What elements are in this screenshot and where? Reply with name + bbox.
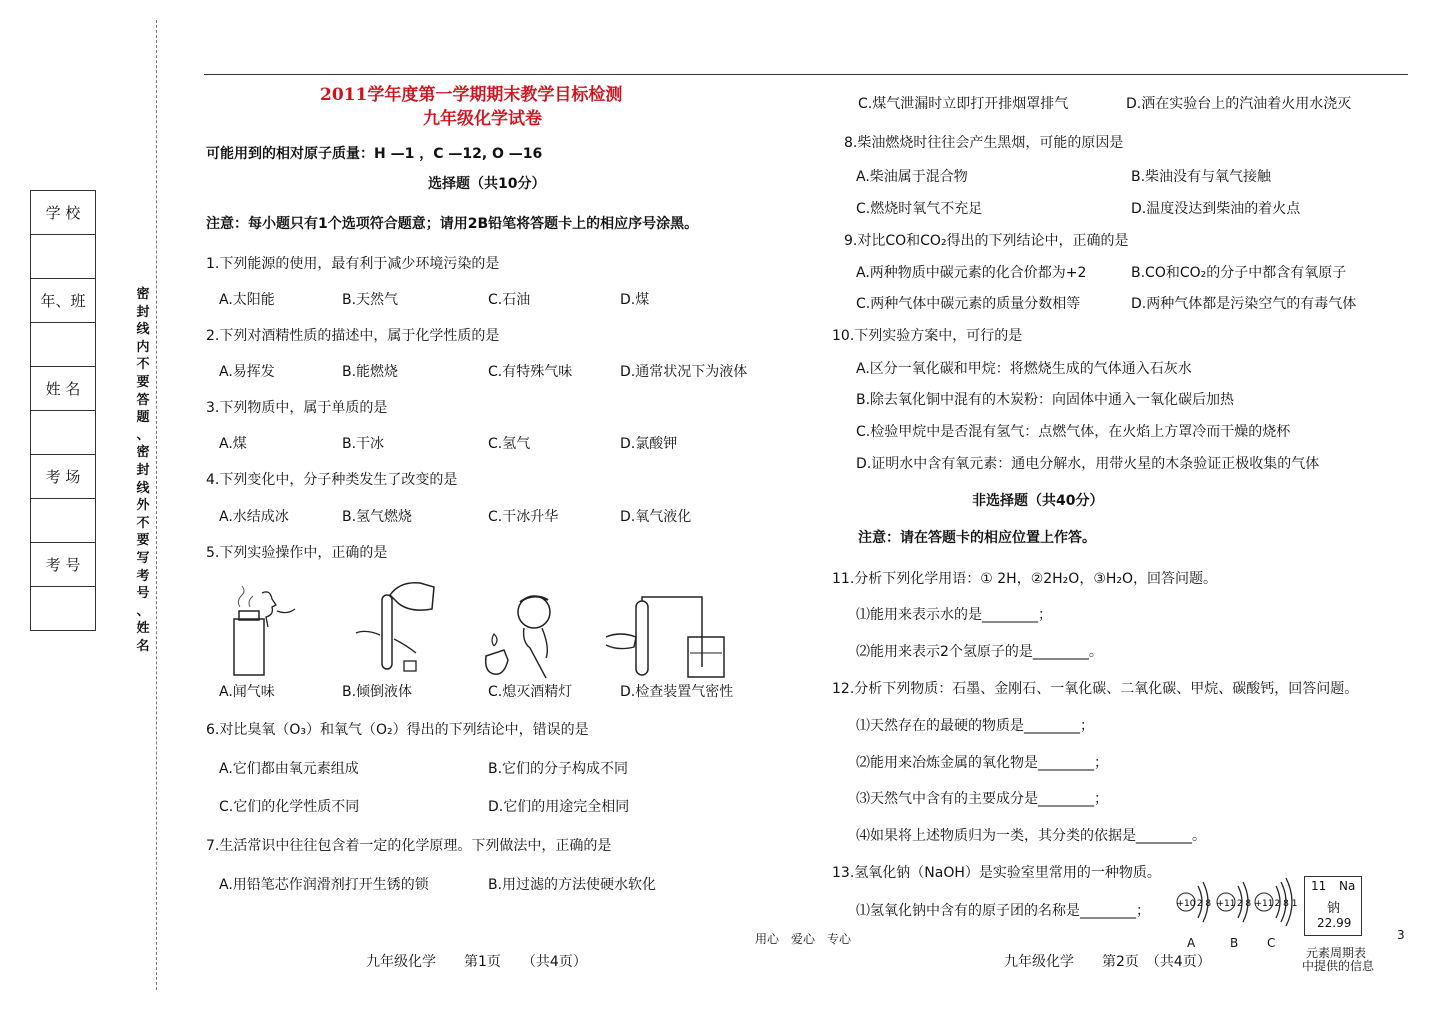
atomic-number: 11 bbox=[1311, 879, 1327, 893]
q7-option-c: C.煤气泄漏时立即打开排烟罩排气 bbox=[858, 96, 1069, 112]
q11-part-2: ⑵能用来表示2个氢原子的是________。 bbox=[856, 644, 1103, 660]
q5-option-b: B.倾倒液体 bbox=[342, 684, 413, 700]
q3-option-c: C.氢气 bbox=[488, 436, 531, 452]
question-6: 6.对比臭氧（O₃）和氧气（O₂）得出的下列结论中，错误的是 bbox=[206, 722, 589, 738]
question-2: 2.下列对酒精性质的描述中，属于化学性质的是 bbox=[206, 328, 500, 344]
question-9: 9.对比CO和CO₂得出的下列结论中，正确的是 bbox=[844, 233, 1129, 249]
q6-option-a: A.它们都由氧元素组成 bbox=[219, 761, 359, 777]
q10-option-b: B.除去氧化铜中混有的木炭粉：向固体中通入一氧化碳后加热 bbox=[856, 392, 1235, 408]
q10-option-c: C.检验甲烷中是否混有氢气：点燃气体，在火焰上方罩冷而干燥的烧杯 bbox=[856, 424, 1291, 440]
header-rule bbox=[204, 74, 1408, 75]
question-13: 13.氢氧化钠（NaOH）是实验室里常用的一种物质。 bbox=[832, 865, 1161, 881]
element-symbol: Na bbox=[1339, 879, 1356, 893]
q9-option-c: C.两种气体中碳元素的质量分数相等 bbox=[856, 296, 1081, 312]
section-choice-note: 注意：每小题只有1个选项符合题意；请用2B铅笔将答题卡上的相应序号涂黑。 bbox=[206, 216, 699, 232]
atom-c-shells: 2 8 1 bbox=[1274, 899, 1298, 909]
q2-option-b: B.能燃烧 bbox=[342, 364, 399, 380]
q2-option-a: A.易挥发 bbox=[219, 364, 275, 380]
question-11: 11.分析下列化学用语：① 2H，②2H₂O，③H₂O，回答问题。 bbox=[832, 571, 1218, 587]
q4-option-b: B.氢气燃烧 bbox=[342, 509, 413, 525]
question-7: 7.生活常识中往往包含着一定的化学原理。下列做法中，正确的是 bbox=[206, 838, 612, 854]
q9-option-b: B.CO和CO₂的分子中都含有氧原子 bbox=[1131, 265, 1347, 281]
q13-part-1: ⑴氢氧化钠中含有的原子团的名称是________； bbox=[856, 903, 1150, 919]
section-choice-title: 选择题（共10分） bbox=[428, 176, 546, 192]
student-info-table bbox=[30, 190, 96, 631]
q5-option-d: D.检查装置气密性 bbox=[620, 684, 734, 700]
motto: 用心 爱心 专心 bbox=[755, 932, 852, 946]
atom-a-label: A bbox=[1187, 936, 1196, 950]
q8-option-b: B.柴油没有与氧气接触 bbox=[1131, 169, 1272, 185]
footer-page-2: 九年级化学 第2页 （共4页） bbox=[1004, 954, 1211, 970]
q3-option-b: B.干冰 bbox=[342, 436, 385, 452]
q9-option-a: A.两种物质中碳元素的化合价都为+2 bbox=[856, 265, 1087, 281]
q8-option-d: D.温度没达到柴油的着火点 bbox=[1131, 201, 1301, 217]
class-label: 年、班 bbox=[31, 279, 96, 323]
question-10: 10.下列实验方案中，可行的是 bbox=[832, 328, 1023, 344]
atom-structure-diagrams bbox=[1170, 872, 1300, 938]
q1-option-b: B.天然气 bbox=[342, 292, 399, 308]
element-name: 钠 bbox=[1327, 901, 1341, 916]
q12-part-3: ⑶天然气中含有的主要成分是________； bbox=[856, 791, 1108, 807]
seal-warning: 密封线内不要答题、密封线外不要写考号、姓名 bbox=[136, 287, 150, 654]
school-field[interactable] bbox=[31, 235, 96, 279]
class-field[interactable] bbox=[31, 323, 96, 367]
page-number: 3 bbox=[1397, 928, 1405, 942]
section-non-choice-note: 注意：请在答题卡的相应位置上作答。 bbox=[858, 530, 1096, 546]
periodic-caption-1: 元素周期表 bbox=[1306, 946, 1367, 960]
q7-option-a: A.用铅笔芯作润滑剂打开生锈的锁 bbox=[219, 877, 429, 893]
room-label: 考 场 bbox=[31, 455, 96, 499]
periodic-caption-2: 中提供的信息 bbox=[1302, 959, 1375, 973]
school-label: 学 校 bbox=[31, 191, 96, 235]
room-field[interactable] bbox=[31, 499, 96, 543]
q10-option-a: A.区分一氧化碳和甲烷：将燃烧生成的气体通入石灰水 bbox=[856, 361, 1192, 377]
q11-part-1: ⑴能用来表示水的是________； bbox=[856, 607, 1052, 623]
q1-option-d: D.煤 bbox=[620, 292, 650, 308]
q1-option-c: C.石油 bbox=[488, 292, 531, 308]
q4-option-a: A.水结成冰 bbox=[219, 509, 289, 525]
q6-option-d: D.它们的用途完全相同 bbox=[488, 799, 630, 815]
seal-dashed-line bbox=[156, 20, 157, 990]
q12-part-1: ⑴天然存在的最硬的物质是________； bbox=[856, 718, 1094, 734]
q6-option-b: B.它们的分子构成不同 bbox=[488, 761, 629, 777]
q5-option-c: C.熄灭酒精灯 bbox=[488, 684, 573, 700]
exam-number-field[interactable] bbox=[31, 587, 96, 631]
question-1: 1.下列能源的使用，最有利于减少环境污染的是 bbox=[206, 256, 500, 272]
atom-a-shells: 2 8 bbox=[1196, 899, 1212, 909]
question-4: 4.下列变化中，分子种类发生了改变的是 bbox=[206, 472, 458, 488]
section-non-choice-title: 非选择题（共40分） bbox=[972, 493, 1104, 509]
atom-c-label: C bbox=[1267, 936, 1276, 950]
atom-b-nucleus: +11 bbox=[1216, 899, 1236, 909]
q7-option-d: D.洒在实验台上的汽油着火用水浇灭 bbox=[1126, 96, 1352, 112]
q12-part-4: ⑷如果将上述物质归为一类，其分类的依据是________。 bbox=[856, 828, 1206, 844]
footer-page-1: 九年级化学 第1页 （共4页） bbox=[366, 954, 587, 970]
q6-option-c: C.它们的化学性质不同 bbox=[219, 799, 360, 815]
periodic-table-cell bbox=[1304, 876, 1362, 936]
exam-subtitle: 九年级化学试卷 bbox=[423, 109, 542, 129]
pouring-liquid-illustration bbox=[350, 573, 440, 683]
q12-part-2: ⑵能用来冶炼金属的氧化物是________； bbox=[856, 755, 1108, 771]
q2-option-d: D.通常状况下为液体 bbox=[620, 364, 748, 380]
question-3: 3.下列物质中，属于单质的是 bbox=[206, 400, 388, 416]
q5-option-a: A.闻气味 bbox=[219, 684, 275, 700]
q10-option-d: D.证明水中含有氧元素：通电分解水，用带火星的木条验证正极收集的气体 bbox=[856, 456, 1320, 472]
q8-option-a: A.柴油属于混合物 bbox=[856, 169, 968, 185]
smelling-gas-illustration bbox=[222, 585, 300, 681]
atom-b-shells: 2 8 bbox=[1236, 899, 1252, 909]
q3-option-d: D.氯酸钾 bbox=[620, 436, 678, 452]
exam-title: 2011学年度第一学期期末教学目标检测 bbox=[320, 85, 623, 105]
q4-option-c: C.干冰升华 bbox=[488, 509, 559, 525]
airtightness-check-illustration bbox=[604, 593, 732, 683]
question-5: 5.下列实验操作中，正确的是 bbox=[206, 545, 388, 561]
atom-c-nucleus: +11 bbox=[1254, 899, 1274, 909]
q8-option-c: C.燃烧时氧气不充足 bbox=[856, 201, 983, 217]
atom-a-nucleus: +10 bbox=[1176, 899, 1196, 909]
q3-option-a: A.煤 bbox=[219, 436, 247, 452]
q7-option-b: B.用过滤的方法使硬水软化 bbox=[488, 877, 657, 893]
q2-option-c: C.有特殊气味 bbox=[488, 364, 573, 380]
name-field[interactable] bbox=[31, 411, 96, 455]
q1-option-a: A.太阳能 bbox=[219, 292, 275, 308]
exam-number-label: 考 号 bbox=[31, 543, 96, 587]
q4-option-d: D.氧气液化 bbox=[620, 509, 692, 525]
atomic-mass-note: 可能用到的相对原子质量：H —1 ，C —12, O —16 bbox=[206, 146, 543, 162]
blowing-lamp-illustration bbox=[476, 592, 572, 684]
name-label: 姓 名 bbox=[31, 367, 96, 411]
atomic-mass: 22.99 bbox=[1317, 916, 1352, 930]
question-12: 12.分析下列物质：石墨、金刚石、一氧化碳、二氧化碳、甲烷、碳酸钙，回答问题。 bbox=[832, 681, 1359, 697]
atom-b-label: B bbox=[1230, 936, 1239, 950]
question-8: 8.柴油燃烧时往往会产生黑烟，可能的原因是 bbox=[844, 135, 1124, 151]
q9-option-d: D.两种气体都是污染空气的有毒气体 bbox=[1131, 296, 1357, 312]
